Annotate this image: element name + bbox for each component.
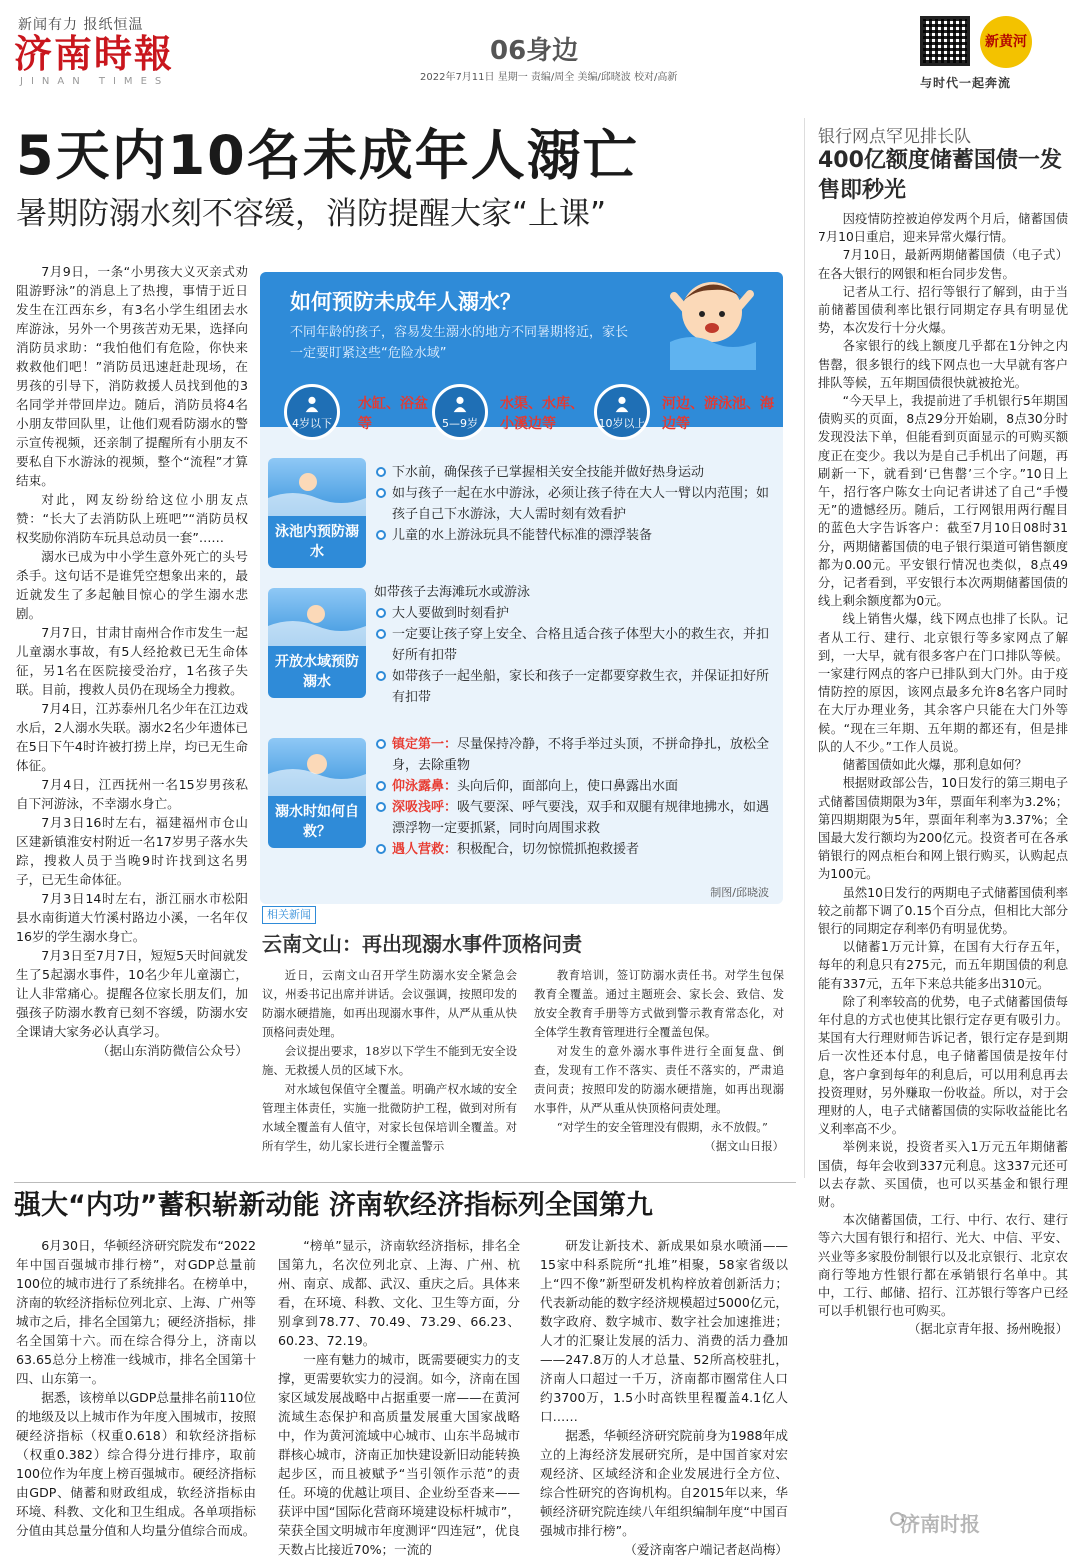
right-story-kicker: 银行网点罕见排长队 bbox=[818, 127, 971, 147]
right-article: 因疫情防控被迫停发两个月后，储蓄国债7月10日重启，迎来异常火爆行情。 7月10日，最新两期储蓄国债（电子式）在各大银行的网银和柜台同步发售。 记者从工行、招行等银行了解到，由于当前储蓄国债利率比银行同期定存具有明显优势，本次发行十分火爆。 各家银行的线上额度几乎都在1分钟之内售罄，很多银行的线下网点也一大早就有客户排队等候，五年期国债很快就被抢光。 “今天早上，我提前进了手机银行5年期国债购买的页面，8点29分开始刷，8点30分时发现没法下单，但能看到页面显示的可购买额度正在变少。我以为是自己手机出了问题，再刷新一下，就看到‘已售罄’三个字。”10日上午，招行客户陈女士向记者讲述了自己“手慢无”的遗憾经历。随后，工行网银用两行醒目的蓝色大字告诉客户：截至7月10日08时31分，两期储蓄国债的电子银行渠道可销售额度都为0.00元。平安银行情况也类似，8点49分，记者看到，平安银行本次两期储蓄国债的线上剩余额度都为0元。 线上销售火爆，线下网点也排了长队。记者从工行、建行、北京银行等多家网点了解到，一大早，就有很多客户在门口排队等候。一家建行网点的客户已排队到大门外。由于疫情防控的原因，该网点最多允许8名客户同时在大厅办理业务，其余客户只能在大门外等候。“现在三年期、五年期的都还有，但是排队的人不少。”工作人员说。 储蓄国债如此火爆，那利息如何？ 根据财政部公告，10日发行的第三期电子式储蓄国债期限为3年，票面年利率为3.2%；第四期期限为5年，票面年利率为3.37%；全国最大发行额均为200亿元。投资者可在各承销银行的网点柜台和网上银行购买，认购起点为100元。 虽然10日发行的两期电子式储蓄国债利率较之前都下调了0.15个百分点，但相比大部分银行的同期定存利率仍有明显优势。 以储蓄1万元计算，在国有大行存五年，每年的利息只有275元，而五年期国债的利息能有337元，五年下来总共能多出310元。 除了利率较高的优势，电子式储蓄国债每年付息的方式也使其比银行定存更有吸引力。某国有大行理财师告诉记者，银行定存是到期后一次性还本付息，电子储蓄国债是按年付息，客户拿到每年的利息后，可以用利息再去投资理财，另外赚取一份收益。所以，对于会理财的人，电子式储蓄国债的实际收益能比名义利率高不少。 举例来说，投资者买入1万元五年期储蓄国债，每年会收到337元利息。这337元还可以去存款、买国债，也可以买基金和银行理财。 本次储蓄国债，工行、中行、农行、建行等六大国有银行和招行、光大、中信、平安、兴业等多家股份制银行以及北京银行、北京农商行等地方性银行都在承销银行名单中。其中，工行、邮储、招行、江苏银行等客户已经可以手机银行也可购买。 （据北京青年报、扬州晚报） bbox=[818, 210, 1068, 1339]
dateline: 2022年7月11日 星期一 责编/周全 美编/邱晓波 校对/高新 bbox=[420, 72, 678, 83]
section-pool-items bbox=[374, 462, 774, 546]
person-icon bbox=[613, 395, 631, 413]
section-self-rescue-items bbox=[374, 734, 774, 860]
bottom-story-col1: 6月30日，华顿经济研究院发布“2022年中国百强城市排行榜”，对GDP总量前100位的城市进行了系统排名。在榜单中，济南的软经济指标位列北京、上海、广州等城市之后，排名全国第九；硬经济指标，排名全国第十六。而在综合得分上，济南以63.65总分上榜准一线城市，排名全国第十四、山东第一。 据悉，该榜单以GDP总量排名前110位的地级及以上城市作为年度入围城市，按照硬经济指标（权重0.618）和软经济指标（权重0.382）综合得分进行排序，取前100位作为年度上榜百强城市。硬经济指标由GDP、储蓄和财政组成，软经济指标由环境、科教、文化和卫生组成。各单项指标分值由其总量分值和人均量分值综合而成。 bbox=[16, 1238, 256, 1538]
infographic-intro: 不同年龄的孩子，容易发生溺水的地方不同暑期将近，家长一定要盯紧这些“危险水域” bbox=[290, 325, 629, 361]
age-hazard-text: 河边、游泳池、海边等 bbox=[662, 396, 774, 432]
infographic-title: 如何预防未成年人溺水？ bbox=[290, 290, 521, 314]
slogan: 新闻有力 报纸恒温 bbox=[18, 17, 144, 33]
article-paragraph: 对此，网友纷纷给这位小朋友点赞：“长大了去消防队上班吧”“消防员权权奖励你消防车玩具总动员一套”…… bbox=[16, 492, 248, 545]
bottom-story-source: （爱济南客户端记者赵尚梅） bbox=[624, 1542, 788, 1557]
tip-item: 下水前，确保孩子已掌握相关安全技能并做好热身运动 bbox=[374, 462, 774, 483]
partner-logo: 新黄河 bbox=[980, 16, 1032, 68]
related-news-tag: 相关新闻 bbox=[262, 906, 316, 924]
main-headline: 5天内10名未成年人溺亡 bbox=[16, 124, 639, 187]
page-section-label: 06身边 bbox=[490, 36, 579, 66]
page-header bbox=[0, 0, 1080, 100]
column-divider bbox=[804, 118, 805, 1178]
tip-item: 一定要让孩子穿上安全、合格且适合孩子体型大小的救生衣，并扣好所有扣带 bbox=[374, 624, 774, 666]
bottom-story-title: 强大“内功”蓄积崭新动能 济南软经济指标列全国第九 bbox=[14, 1190, 653, 1221]
article-paragraph: 7月3日至7月7日，短短5天时间就发生了5起溺水事件，10名少年儿童溺亡，让人非常痛心。提醒各位家长朋友们，加强孩子防溺水教育已刻不容缓，防溺水安全课请大家务必认真学习。 bbox=[16, 948, 248, 1039]
section-pool-label: 泳池内预防溺水 bbox=[268, 458, 366, 568]
tip-item: 遇人营救：积极配合，切勿惊慌抓抱救援者 bbox=[374, 839, 774, 860]
swimming-child-icon bbox=[652, 272, 772, 370]
related-news-col2: 教育培训，签订防溺水责任书。对学生包保教育全覆盖。通过主题班会、家长会、致信、发放安全教育手册等方式做到警示教育常态化，对全体学生教育管理进行全覆盖包保。 对发生的意外溺水事件进行全面复盘、倒查，发现有工作不落实、责任不落实的，严肃追责问责；按照印发的防溺水硬措施，如再出现溺水事件，从严从重从快顶格问责处理。 “对学生的安全管理没有假期，永不放假。” （据文山日报） bbox=[534, 966, 784, 1156]
masthead-logo: 济南時報 bbox=[14, 31, 175, 76]
story-divider bbox=[14, 1182, 796, 1183]
tip-item: 仰泳露鼻：头向后仰，面部向上，使口鼻露出水面 bbox=[374, 776, 774, 797]
section-open-water-items bbox=[374, 582, 774, 708]
article-paragraph: 溺水已成为中小学生意外死亡的头号杀手。这句话不是谁凭空想象出来的，最近就发生了多起触目惊心的学生溺水悲剧。 bbox=[16, 549, 248, 621]
pool-swimming-icon bbox=[268, 458, 366, 516]
age-hazard-text: 水缸、浴盆等 bbox=[358, 396, 428, 432]
tip-lead: 如带孩子去海滩玩水或游泳 bbox=[374, 585, 531, 600]
tip-item: 大人要做到时刻看护 bbox=[374, 603, 774, 624]
qr-code-icon bbox=[920, 16, 970, 66]
age-badge-5-9: 5—9岁 bbox=[432, 384, 488, 440]
bottom-story-col3: 研发让新技术、新成果如泉水喷涌——15家中科系院所“扎堆”相聚，58家省级以上“四不像”新型研发机构梓放着创新活力；代表新动能的数字经济规模超过5000亿元，数字政府、数字城市、数字社会加速推进；人才的汇聚让发展的活力、消费的活力叠加——247.8万的人才总量、52所高校驻扎，济南人口超过一千万，济南都市圈常住人口约3700万，1.5小时高铁里程覆盖4.1亿人口…… 据悉，华顿经济研究院前身为1988年成立的上海经济发展研究所，是中国首家对宏观经济、区域经济和企业发展进行全方位、综合性研究的咨询机构。自2015年以来，华顿经济研究院连续八年组织编制年度“中国百强城市排行榜”。 （爱济南客户端记者赵尚梅） bbox=[540, 1238, 788, 1557]
tip-item: 如带孩子一起坐船，家长和孩子一定都要穿救生衣，并保证扣好所有扣带 bbox=[374, 666, 774, 708]
right-story-title: 400亿额度储蓄国债一发售即秒光 bbox=[818, 148, 1062, 203]
bottom-story-col2: “榜单”显示，济南软经济指标，排名全国第九，名次位列北京、上海、广州、杭州、南京、成都、武汉、重庆之后。具体来看，在环境、科教、文化、卫生等方面，分别拿到78.77、70.49、73.29、66.23、60.23、72.19。 一座有魅力的城市，既需要硬实力的支撑，更需要软实力的浸润。如今，济南在国家区域发展战略中占据重要一席——在黄河流域生态保护和高质量发展重大国家战略中，作为黄河流域中心城市、山东半岛城市群核心城市，济南正加快建设新旧动能转换起步区，而且被赋予“当引领作示范”的责任。环境的优越让项目、企业纷至沓来——获评中国“国际化营商环境建设标杆城市”，荣获全国文明城市年度测评“四连冠”，优良天数占比接近70%；一流的 bbox=[278, 1238, 520, 1557]
article-paragraph: 7月4日，江西抚州一名15岁男孩私自下河游泳，不幸溺水身亡。 bbox=[16, 777, 248, 811]
tip-item: 镇定第一：尽量保持冷静，不将手举过头顶，不拼命挣扎，放松全身，去除重物 bbox=[374, 734, 774, 776]
tip-item: 儿童的水上游泳玩具不能替代标准的漂浮装备 bbox=[374, 525, 774, 546]
tip-item: 深吸浅呼：吸气要深、呼气要浅，双手和双腿有规律地拂水，如遇漂浮物一定要抓紧，同时向周围求救 bbox=[374, 797, 774, 839]
related-news-title: 云南文山：再出现溺水事件顶格问责 bbox=[262, 932, 582, 956]
left-article bbox=[16, 262, 248, 1060]
section-self-rescue-label: 溺水时如何自救？ bbox=[268, 738, 366, 848]
person-icon bbox=[303, 395, 321, 413]
article-paragraph: 7月3日14时左右，浙江丽水市松阳县水南街道大竹溪村路边小溪，一名年仅16岁的学生溺水身亡。 bbox=[16, 891, 248, 944]
age-badge-under-4: 4岁以下 bbox=[284, 384, 340, 440]
watermark: 济南时报 bbox=[900, 1512, 980, 1536]
tip-item: 如与孩子一起在水中游泳，必须让孩子待在大人一臂以内范围；如孩子自己下水游泳，大人需时刻有效看护 bbox=[374, 483, 774, 525]
drowning-child-icon bbox=[268, 738, 366, 796]
related-news-col1: 近日，云南文山召开学生防溺水安全紧急会议，州委书记出席并讲话。会议强调，按照印发的防溺水硬措施，如再出现溺水事件，从严从重从快顶格问责处理。 会议提出要求，18岁以下学生不能到无安全设施、无救援人员的区域下水。 对水域包保值守全覆盖。明确产权水域的安全管理主体责任，实施一批微防护工程，做到对所有水域全覆盖有人值守，对家长包保培训全覆盖。对所有学生，幼儿家长进行全覆盖警示 bbox=[262, 968, 517, 1153]
section-open-water-label: 开放水域预防溺水 bbox=[268, 588, 366, 698]
article-source: （据山东消防微信公众号） bbox=[96, 1043, 248, 1058]
age-hazard-text: 水渠、水库、小溪边等 bbox=[500, 396, 584, 432]
open-water-icon bbox=[268, 588, 366, 646]
right-story-source: （据北京青年报、扬州晚报） bbox=[908, 1322, 1068, 1337]
partner-tagline: 与时代一起奔流 bbox=[920, 76, 1012, 90]
article-paragraph: 7月4日，江苏泰州几名少年在江边戏水后，2人溺水失联。溺水2名少年遗体已在5日下午4时许被打捞上岸，均已无生命体征。 bbox=[16, 701, 248, 773]
masthead-english: JINAN TIMES bbox=[20, 76, 170, 87]
main-subheadline: 暑期防溺水刻不容缓，消防提醒大家“上课” bbox=[16, 196, 607, 232]
age-badge-10-plus: 10岁以上 bbox=[594, 384, 650, 440]
person-icon bbox=[451, 395, 469, 413]
article-paragraph: 7月9日，一条“小男孩大义灭亲式劝阻游野泳”的消息上了热搜，事情于近日发生在江西东乡，有3名小学生组团去水库游泳，另外一个男孩苦劝无果，选择向消防员求助：“我怕他们有危险，你快来救救他们吧！”消防员迅速赶赴现场，在男孩的引导下，消防救援人员找到他的3名同学并带回岸边。随后，消防员将4名小朋友带回队里，让他们观看防溺水的警示宣传视频，还亲制了提醒所有小朋友不要私自下水游泳的视频，整个“流程”才算结束。 bbox=[16, 264, 248, 488]
article-paragraph: 7月7日，甘肃甘南州合作市发生一起儿童溺水事故，有5人经抢救已无生命体征，另1名在医院接受治疗，1名孩子失联。目前，搜救人员仍在现场全力搜救。 bbox=[16, 625, 248, 697]
article-paragraph: 7月3日16时左右，福建福州市仓山区建新镇淮安村附近一名17岁男子落水失踪，搜救人员于当晚9时许找到这名男子，已无生命体征。 bbox=[16, 815, 248, 887]
infographic-credit: 制图/邱晓波 bbox=[710, 886, 769, 899]
related-source: （据文山日报） bbox=[704, 1139, 784, 1153]
drowning-prevention-infographic bbox=[260, 272, 783, 904]
